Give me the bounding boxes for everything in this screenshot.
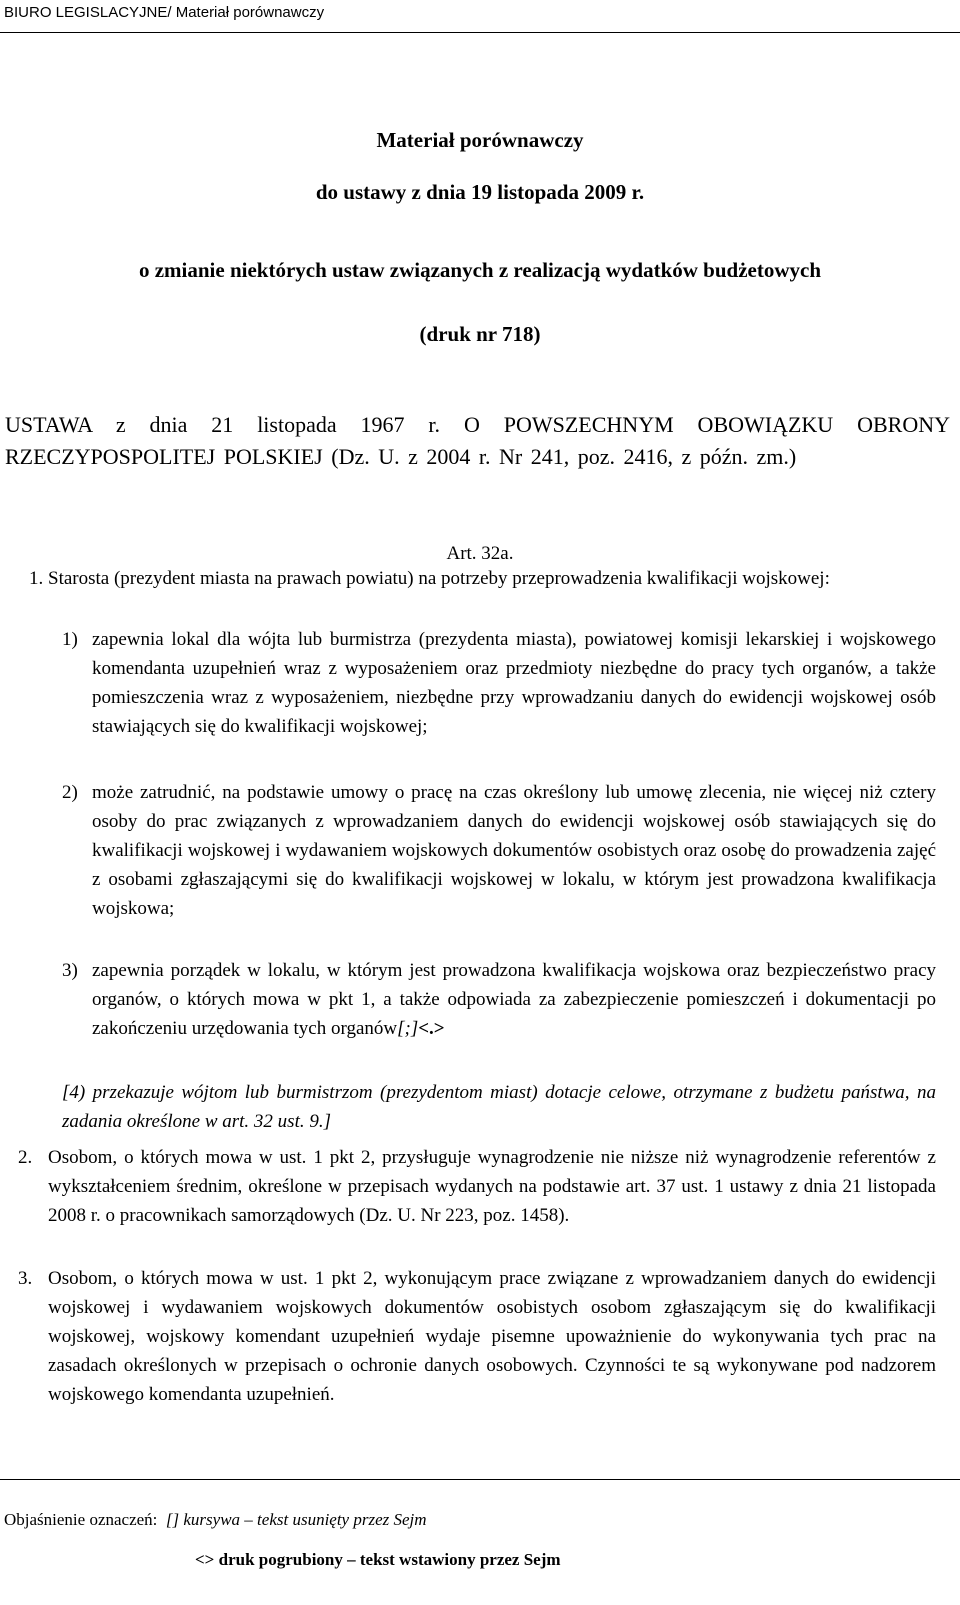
doc-subject: o zmianie niektórych ustaw związanych z realizacją wydatków budżetowych bbox=[138, 258, 822, 282]
doc-print-number: (druk nr 718) bbox=[419, 322, 541, 346]
doc-title: Materiał porównawczy bbox=[376, 128, 584, 152]
paragraph-2 bbox=[18, 1143, 936, 1230]
header-text: BIURO LEGISLACYJNE/ Materiał porównawczy bbox=[4, 4, 325, 21]
list-item bbox=[62, 778, 936, 923]
legend-italic-note: [] kursywa – tekst usunięty przez Sejm bbox=[165, 1510, 427, 1529]
paragraph-text: Osobom, o których mowa w ust. 1 pkt 2, wykonującym prace związane z wprowadzaniem danych do ewidencji wojskowej i wydawaniem wojskowych dokumentów osobistych osobom zgłaszającym się do kwalifikacji wojskowej, wojskowy komendant uzupełnień wydaje pisemne upoważnienie do wykonywania tych prac na zasadach określonych w przepisach o ochronie danych osobowych. Czynności te są wykonywane pod nadzorem wojskowego komendanta uzupełnień. bbox=[48, 1268, 936, 1405]
paragraph-number: 2. bbox=[18, 1147, 33, 1168]
legend-bold-note: <> druk pogrubiony – tekst wstawiony przez Sejm bbox=[195, 1550, 561, 1569]
removed-marker: [;] bbox=[397, 1018, 419, 1039]
item-text: zapewnia porządek w lokalu, w którym jest prowadzona kwalifikacja wojskowa oraz bezpieczeństwo pracy organów, o których mowa w pkt 1, a także odpowiada za zabezpieczenie pomieszczeń i dokumentacji po zakończeniu urzędowania tych organów bbox=[92, 960, 936, 1039]
item-number: 3) bbox=[62, 960, 78, 981]
paragraph-3 bbox=[18, 1264, 936, 1409]
item-number: 1) bbox=[62, 629, 78, 650]
footer-divider bbox=[0, 1479, 960, 1480]
legend-label: Objaśnienie oznaczeń: bbox=[4, 1510, 158, 1529]
inserted-marker: <.> bbox=[418, 1018, 445, 1039]
paragraph-text: Osobom, o których mowa w ust. 1 pkt 2, przysługuje wynagrodzenie nie niższe niż wynagrodzenie referentów z wykształceniem średnim, określone w przepisach wydanych na podstawie art. 37 ust. 1 ustawy z dnia 21 listopada 2008 r. o pracownikach samorządowych (Dz. U. Nr 223, poz. 1458). bbox=[48, 1147, 936, 1226]
item-text: zapewnia lokal dla wójta lub burmistrza (prezydenta miasta), powiatowej komisji lekarskiej i wojskowego komendanta uzupełnień wraz z wyposażeniem oraz przedmioty niezbędne do pracy tych organów, a także pomieszczenia wraz z wyposażeniem, niezbędne przy wprowadzaniu danych do ewidencji wojskowej osób stawiających się do kwalifikacji wojskowej; bbox=[92, 629, 936, 737]
list-item bbox=[62, 625, 936, 741]
article-intro: 1. Starosta (prezydent miasta na prawach powiatu) na potrzeby przeprowadzenia kwalifikacji wojskowej: bbox=[29, 568, 830, 589]
legend-line bbox=[4, 1510, 427, 1530]
document-header bbox=[0, 0, 960, 33]
removed-item: [4) przekazuje wójtom lub burmistrzom (prezydentom miast) dotacje celowe, otrzymane z budżetu państwa, na zadania określone w art. 32 ust. 9.] bbox=[62, 1082, 936, 1132]
paragraph-number: 3. bbox=[18, 1268, 33, 1289]
law-title: USTAWA z dnia 21 listopada 1967 r. O POWSZECHNYM OBOWIĄZKU OBRONY RZECZYPOSPOLITEJ POLSKIEJ (Dz. U. z 2004 r. Nr 241, poz. 2416, z późn. zm.) bbox=[5, 412, 950, 469]
doc-subtitle: do ustawy z dnia 19 listopada 2009 r. bbox=[315, 180, 645, 204]
item-text: może zatrudnić, na podstawie umowy o pracę na czas określony lub umowę zlecenia, nie więcej niż cztery osoby do prac związanych z wprowadzaniem danych do ewidencji wojskowej osób stawiających się do kwalifikacji wojskowej i wydawaniem wojskowych dokumentów osobistych oraz osobę do prowadzenia zajęć z osobami zgłaszającymi się do kwalifikacji wojskowej w lokalu, w którym jest prowadzona kwalifikacja wojskowa; bbox=[92, 782, 936, 919]
list-item bbox=[62, 956, 936, 1043]
item-number: 2) bbox=[62, 782, 78, 803]
article-label: Art. 32a. bbox=[446, 543, 514, 564]
